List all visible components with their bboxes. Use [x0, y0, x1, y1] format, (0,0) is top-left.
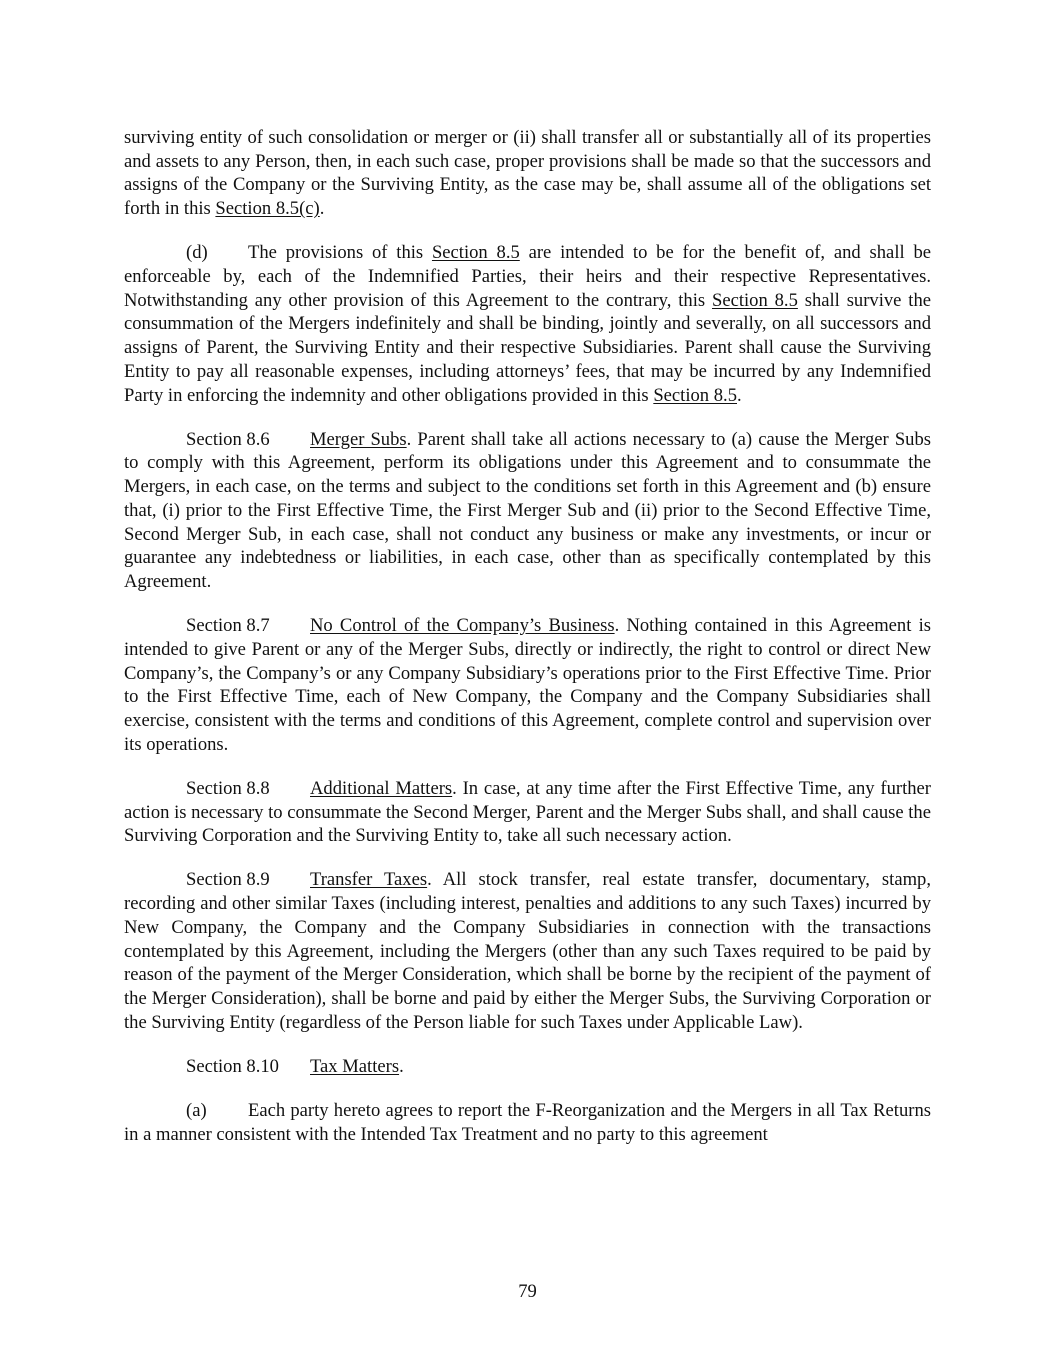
section-reference: Section 8.5	[712, 289, 798, 311]
page-number: 79	[518, 1281, 537, 1302]
section-title: No Control of the Company’s Business	[310, 615, 615, 637]
text: .	[319, 198, 325, 220]
text: surviving entity of such consolidation or merger or (ii) shall transfer all or substantially all of its properties and assets to any Person, then, in each such case, proper provisions shall be made so that the successors and assigns of the Company or the Surviving Entity, as the case may be, shall assume all of the obligations set forth in this	[124, 127, 931, 220]
section-number: Section 8.10	[186, 1055, 279, 1077]
paragraph-8-10-a	[124, 1099, 931, 1146]
section-number: Section 8.6	[186, 428, 270, 450]
section-reference: Section 8.5	[653, 384, 737, 406]
section-reference: Section 8.5(c)	[215, 198, 320, 220]
section-8-7	[124, 614, 931, 756]
section-title: Merger Subs	[310, 428, 407, 450]
text: Each party hereto agrees to report the F-Reorganization and the Mergers in all Tax Returns in a manner consistent with the Intended Tax Treatment and no party to this agreement	[124, 1100, 931, 1145]
section-body: . Parent shall take all actions necessary to (a) cause the Merger Subs to comply with this Agreement, perform its obligations under this Agreement and to consummate the Mergers, in each case, on the terms and subject to the conditions set forth in this Agreement and (b) ensure that, (i) prior to the First Effective Time, the First Merger Sub and (ii) prior to the Second Effective Time, Second Merger Sub, in each case, shall not conduct any business or make any investments, or incur or guarantee any indebtedness or liabilities, in each case, other than as specifically contemplated by this Agreement.	[124, 428, 932, 592]
enumerator: (d)	[186, 242, 208, 264]
text: .	[737, 384, 742, 406]
paragraph-8-5-c-continuation	[124, 126, 931, 221]
text: The provisions of this	[248, 242, 432, 264]
section-8-9	[124, 868, 931, 1034]
document-body	[124, 126, 931, 1147]
section-number: Section 8.9	[186, 869, 270, 891]
section-title: Transfer Taxes	[310, 869, 428, 891]
section-number: Section 8.8	[186, 777, 270, 799]
section-body: . All stock transfer, real estate transfer, documentary, stamp, recording and other similar Taxes (including interest, penalties and additions to any such Taxes) incurred by New Company, the Company and the Company Subsidiaries in connection with the transactions contemplated by this Agreement, including the Mergers (other than any such Taxes required to be paid by reason of the payment of the Merger Consideration, which shall be borne by the recipient of the payment of the Merger Consideration), shall be borne and paid by either the Merger Subs, the Surviving Corporation or the Surviving Entity (regardless of the Person liable for such Taxes under Applicable Law).	[124, 869, 931, 1033]
section-body: . Nothing contained in this Agreement is intended to give Parent or any of the Merger Subs, directly or indirectly, the right to control or direct New Company’s, the Company’s or any Company Subsidiary’s operations prior to the First Effective Time. Prior to the First Effective Time, each of New Company, the Company and the Company Subsidiaries shall exercise, consistent with the terms and conditions of this Agreement, complete control and supervision over its operations.	[124, 615, 931, 755]
section-body: .	[399, 1055, 404, 1077]
section-title: Additional Matters	[310, 777, 453, 799]
section-8-10	[124, 1055, 931, 1079]
text: are intended to be for the benefit of, and shall be enforceable by, each of the Indemnified Parties, their heirs and their respective Representatives. Notwithstanding any other provision of this Agreement to the contrary, this	[124, 242, 931, 311]
section-title: Tax Matters	[310, 1055, 400, 1077]
enumerator: (a)	[186, 1100, 207, 1122]
section-reference: Section 8.5	[431, 242, 520, 264]
section-number: Section 8.7	[186, 615, 270, 637]
section-body: . In case, at any time after the First Effective Time, any further action is necessary to consummate the Second Merger, Parent and the Merger Subs shall, and shall cause the Surviving Corporation and the Surviving Entity to, take all such necessary action.	[124, 777, 932, 847]
section-8-8	[124, 777, 931, 848]
paragraph-8-5-d	[124, 241, 931, 407]
text: shall survive the consummation of the Mergers indefinitely and shall be binding, jointly and severally, on all successors and assigns of Parent, the Surviving Entity and their respective Subsidiaries. Parent shall cause the Surviving Entity to pay all reasonable expenses, including attorneys’ fees, that may be incurred by any Indemnified Party in enforcing the indemnity and other obligations provided in this	[124, 289, 932, 406]
section-8-6	[124, 428, 931, 594]
